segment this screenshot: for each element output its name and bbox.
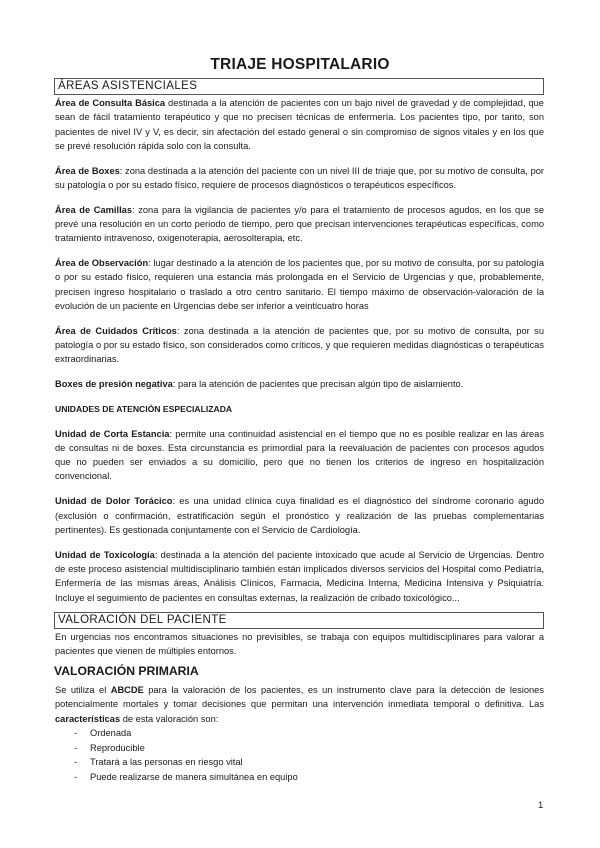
unit-paragraph xyxy=(55,548,544,605)
list-item: - Ordenada xyxy=(55,726,544,741)
area-description: destinada a la atención de pacientes con un bajo nivel de gravedad y de complejidad, que sean de fácil tratamiento terapéutico y que no precisen técnicas de enfermería. Los pacientes tipo, por tanto, son pacientes de nivel IV y V, es decir, sin afectación del estado general o sin compromiso de signos vitales y en los que se prevé resolución rápida solo con la consulta. xyxy=(55,98,544,151)
list-item: - Reproducible xyxy=(55,741,544,756)
page-title: TRIAJE HOSPITALARIO xyxy=(210,56,390,73)
section-heading-valoracion: VALORACIÓN DEL PACIENTE xyxy=(54,612,544,629)
unit-term: Unidad de Corta Estancia xyxy=(55,428,170,439)
area-description: : para la atención de pacientes que precisan algún tipo de aislamiento. xyxy=(172,379,464,390)
area-term: Área de Camillas xyxy=(55,204,133,215)
caracteristicas-term: características xyxy=(55,713,121,724)
area-paragraph xyxy=(55,256,544,313)
area-term: Boxes de presión negativa xyxy=(55,379,173,390)
primaria-text: para la valoración de los pacientes, es un instrumento clave para la detección de lesiones potencialmente mortales y tomar decisiones que permitan una intervención inmediata temporal o definitiva. Las xyxy=(55,685,544,710)
list-item: - Tratará a las personas en riesgo vital xyxy=(55,755,544,770)
features-list xyxy=(55,726,544,785)
valoracion-primaria-body xyxy=(55,683,544,785)
area-paragraph xyxy=(55,164,544,193)
primaria-text: Se utiliza el xyxy=(55,685,111,695)
area-term: Área de Boxes xyxy=(55,165,120,176)
area-term: Área de Cuidados Críticos xyxy=(55,325,177,336)
area-description: : lugar destinado a la atención de los pacientes que, por su motivo de consulta, por su patología o por su estado físico, requieren una estancia más prolongada en el Servicio de Urgencias y que, probablemente, precisen ingreso hospitalario o traslado a otro centro sanitario. El tiempo máximo de observación-valoración de la evolución de un paciente en Urgencias debe ser inferior a veinticuatro horas xyxy=(55,258,545,312)
heading-valoracion-primaria: VALORACIÓN PRIMARIA xyxy=(54,664,199,678)
primaria-paragraph xyxy=(55,683,544,726)
area-paragraph xyxy=(55,324,544,367)
list-item: - Puede realizarse de manera simultánea en equipo xyxy=(55,770,544,785)
area-term: Área de Consulta Básica xyxy=(55,98,166,108)
unit-description: : permite una continuidad asistencial en el tiempo que no es posible realizar en las áreas de consultas ni de boxes. Esta circunstancia es primordial para la reevaluación de pacientes con procesos agudos que no pueden ser enviados a su domicilio, pero que no tienen los criterios de ingreso en hospitalización convencional. xyxy=(55,428,544,482)
unit-description: : destinada a la atención del paciente intoxicado que acude al Servicio de Urgencias. Dentro de este proceso asistencial multidisciplinario también están implicados diversos servicios del Hospital como Pediatría, Enfermería de las mismas áreas, Análisis Clínicos, Farmacia, Medicina Interna, Medicina Intensiva y Psiquiatría. Incluye el seguimiento de pacientes en consultas externas, la realización de cribado toxicológico... xyxy=(55,549,545,603)
area-description: : zona destinada a la atención del paciente con un nivel III de triaje que, por su motivo de consulta, por su patología o por su estado físico, requiere de procesos diagnósticos o terapéuticos específicos. xyxy=(55,165,545,190)
unit-term: Unidad de Toxicología xyxy=(55,549,155,560)
area-term: Área de Observación xyxy=(55,258,149,269)
area-paragraph xyxy=(55,377,544,391)
abcde-term: ABCDE xyxy=(110,685,144,695)
unit-paragraph xyxy=(55,427,544,484)
unit-term: Unidad de Dolor Torácico xyxy=(55,496,173,507)
areas-body xyxy=(55,96,544,615)
intro-paragraph: En urgencias nos encontramos situaciones no previsibles, se trabaja con equipos multidisciplinares para valorar a pacientes que vienen de múltiples entornos. xyxy=(55,632,544,657)
primaria-text: de esta valoración son: xyxy=(120,713,219,724)
area-description: : zona para la vigilancia de pacientes y/o para el tratamiento de procesos agudos, en los que se prevé una resolución en un corto periodo de tiempo, pero que precisan intervenciones terapéuticas específicas, como tratamiento intravenoso, oxigenoterapia, aerosolterapia, etc. xyxy=(55,204,544,244)
subheading-unidades: UNIDADES DE ATENCIÓN ESPECIALIZADA xyxy=(55,404,233,415)
page-number: 1 xyxy=(538,800,544,811)
unit-paragraph xyxy=(55,494,544,537)
section-heading-areas: ÁREAS ASISTENCIALES xyxy=(54,78,544,95)
area-paragraph xyxy=(55,96,544,153)
unit-description: : es una unidad clínica cuya finalidad es el diagnóstico del síndrome coronario agudo (exclusión o confirmación, estratificación según el pronóstico y realización de las pruebas complementarias pertinentes). Es gestionada conjuntamente con el Servicio de Cardiología. xyxy=(55,496,544,535)
area-paragraph xyxy=(55,203,544,246)
area-description: : zona destinada a la atención de pacientes que, por su motivo de consulta, por su patología o por su estado físico, son considerados como críticos, y que requieren medidas diagnósticas o terapéuticas extraordinarias. xyxy=(55,325,544,365)
